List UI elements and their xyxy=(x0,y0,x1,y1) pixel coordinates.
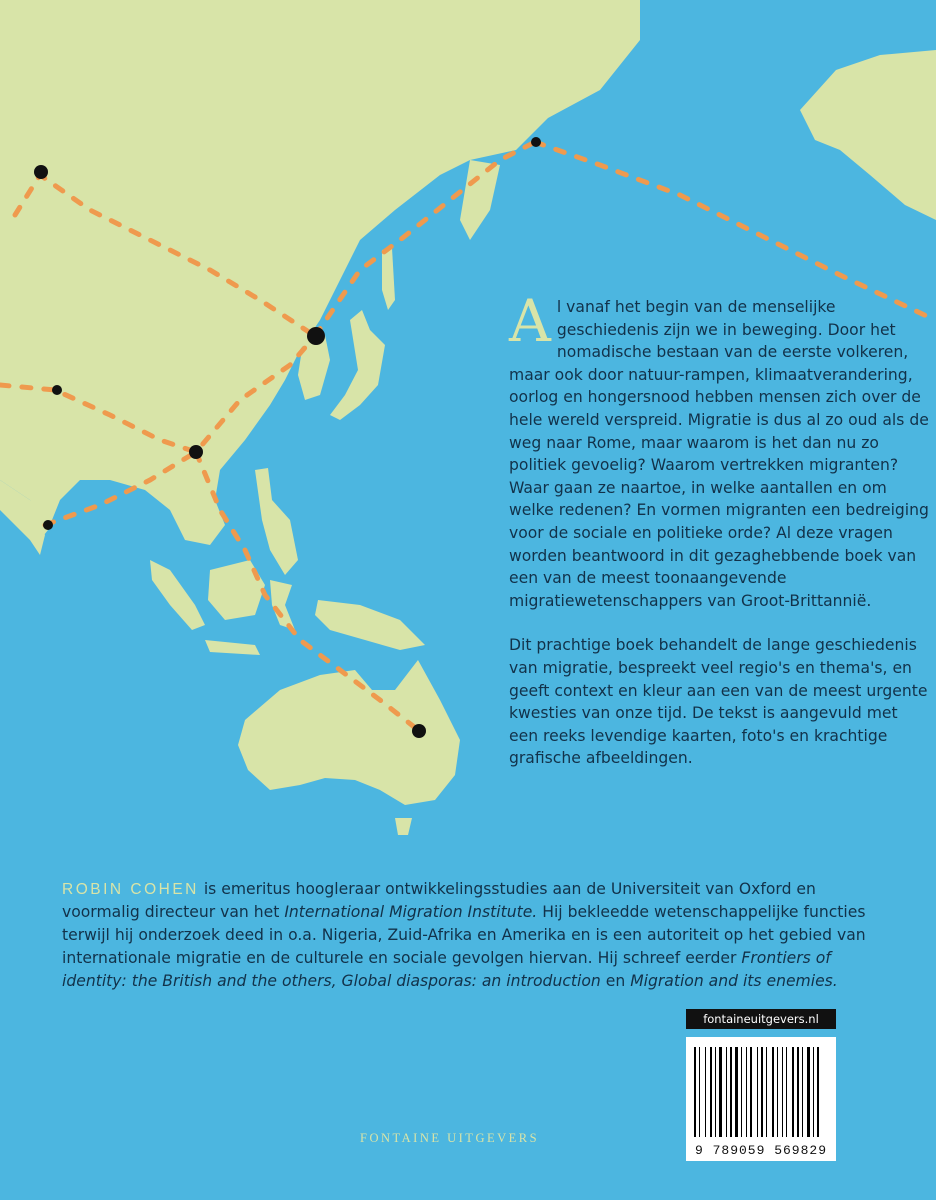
barcode-bar xyxy=(741,1047,742,1137)
city-dot-india xyxy=(43,520,53,530)
java-landmass xyxy=(205,640,260,655)
barcode-bar xyxy=(815,1047,816,1137)
barcode-bar xyxy=(759,1047,760,1137)
isbn-number: 9 789059 569829 xyxy=(694,1143,828,1158)
japan-landmass xyxy=(330,310,385,420)
barcode-bar xyxy=(733,1047,734,1137)
barcode-bar xyxy=(775,1047,776,1137)
sumatra-landmass xyxy=(150,560,205,630)
city-dot-australia xyxy=(412,724,426,738)
barcode-bar xyxy=(750,1047,752,1137)
sulawesi-landmass xyxy=(270,580,295,630)
tasmania-landmass xyxy=(395,818,412,835)
barcode-bar xyxy=(746,1047,747,1137)
barcode-bar xyxy=(739,1047,740,1137)
barcode-bar xyxy=(710,1047,712,1137)
borneo-landmass xyxy=(208,560,265,620)
barcode-bars xyxy=(694,1047,828,1137)
barcode-bar xyxy=(772,1047,774,1137)
barcode-bar xyxy=(820,1047,821,1137)
blurb-paragraph-1-text: l vanaf het begin van de menselijke geschiedenis zijn we in beweging. Door het nomadische bestaan van de eerste volkeren, maar ook door natuur-rampen, klimaatverandering, oorlog en hongersnood hebben mensen zich over de hele wereld verspreid. Migratie is dus al zo oud als de weg naar Rome, maar waarom is het dan nu zo politiek gevoelig? Waarom vertrekken migranten? Waar gaan ze naartoe, in welke aantallen en om welke redenen? En vormen migranten een bedreiging voor de sociale en politieke orde? Al deze vragen worden beantwoord in dit gezaghebbende boek van een van de meest toonaangevende migratiewetenschappers van Groot-Brittannië. xyxy=(509,298,929,610)
barcode-bar xyxy=(811,1047,812,1137)
bio-text-2: Hij bekleedde wetenschappelijke functies terwijl hij onderzoek deed in o.a. Nigeria, Zuid-Afrika en Amerika en is een autoriteit op het gebied van internationale migratie en de culturele en sociale gevolgen hiervan. Hij schreef eerder xyxy=(62,903,866,967)
barcode-bar xyxy=(786,1047,787,1137)
barcode-bar xyxy=(782,1047,783,1137)
barcode-bar xyxy=(766,1047,767,1137)
barcode-bar xyxy=(802,1047,803,1137)
barcode-bar xyxy=(797,1047,799,1137)
barcode-bar xyxy=(707,1047,709,1137)
alaska-landmass xyxy=(800,50,936,220)
blurb-text xyxy=(509,287,929,770)
city-dot-bering xyxy=(531,137,541,147)
barcode-bar xyxy=(748,1047,749,1137)
barcode-bar xyxy=(713,1047,714,1137)
city-dot-central-asia xyxy=(52,385,62,395)
barcode-bar xyxy=(795,1047,796,1137)
author-bio xyxy=(62,878,872,993)
barcode-bar xyxy=(764,1047,765,1137)
barcode-bar xyxy=(813,1047,814,1137)
barcode-bar xyxy=(717,1047,718,1137)
book-title-1: Frontiers of identity: the British and the others, Global diasporas: an introduction xyxy=(62,949,831,990)
city-dot-beijing xyxy=(307,327,325,345)
barcode-bar xyxy=(792,1047,794,1137)
new-guinea-landmass xyxy=(315,600,425,650)
bio-text-3: en xyxy=(600,972,631,990)
barcode-bar xyxy=(784,1047,785,1137)
barcode-bar xyxy=(753,1047,756,1137)
barcode-bar xyxy=(726,1047,727,1137)
barcode-bar xyxy=(715,1047,716,1137)
blurb-paragraph-1 xyxy=(509,287,929,612)
barcode-bar xyxy=(779,1047,781,1137)
barcode-bar xyxy=(705,1047,706,1137)
barcode-bar xyxy=(728,1047,729,1137)
barcode-bar xyxy=(730,1047,732,1137)
city-dot-china-south xyxy=(189,445,203,459)
australia-landmass xyxy=(238,660,460,805)
barcode-bar xyxy=(800,1047,801,1137)
bio-text-1: is emeritus hoogleraar ontwikkelingsstudies aan de Universiteit van Oxford en voormalig directeur van het xyxy=(62,880,816,921)
barcode-bar xyxy=(701,1047,704,1137)
barcode-bar xyxy=(723,1047,725,1137)
barcode-bar xyxy=(697,1047,698,1137)
barcode-bar xyxy=(757,1047,758,1137)
website-label: fontaineuitgevers.nl xyxy=(686,1009,836,1029)
author-name: ROBIN COHEN xyxy=(62,881,199,898)
sakhalin-landmass xyxy=(382,248,395,310)
drop-cap: A xyxy=(509,287,551,355)
barcode-bar xyxy=(817,1047,819,1137)
barcode xyxy=(686,1037,836,1161)
kamchatka-landmass xyxy=(460,160,500,240)
blurb-paragraph-2: Dit prachtige boek behandelt de lange geschiedenis van migratie, bespreekt veel regio's en thema's, en geeft context en kleur aan een van de meest urgente kwesties van onze tijd. De tekst is aangevuld met een reeks levendige kaarten, foto's en krachtige grafische afbeeldingen. xyxy=(509,636,928,768)
barcode-bar xyxy=(768,1047,771,1137)
philippines-landmass xyxy=(255,468,298,575)
institute-name: International Migration Institute. xyxy=(284,903,538,921)
book-title-2: Migration and its enemies. xyxy=(630,972,838,990)
barcode-bar xyxy=(807,1047,810,1137)
barcode-bar xyxy=(777,1047,778,1137)
barcode-bar xyxy=(699,1047,700,1137)
barcode-bar xyxy=(804,1047,806,1137)
barcode-bar xyxy=(788,1047,791,1137)
barcode-bar xyxy=(735,1047,738,1137)
barcode-bar xyxy=(694,1047,696,1137)
barcode-bar xyxy=(743,1047,745,1137)
publisher-name: FONTAINE UITGEVERS xyxy=(360,1131,540,1145)
barcode-bar xyxy=(719,1047,722,1137)
barcode-bar xyxy=(761,1047,763,1137)
city-dot-moscow xyxy=(34,165,48,179)
